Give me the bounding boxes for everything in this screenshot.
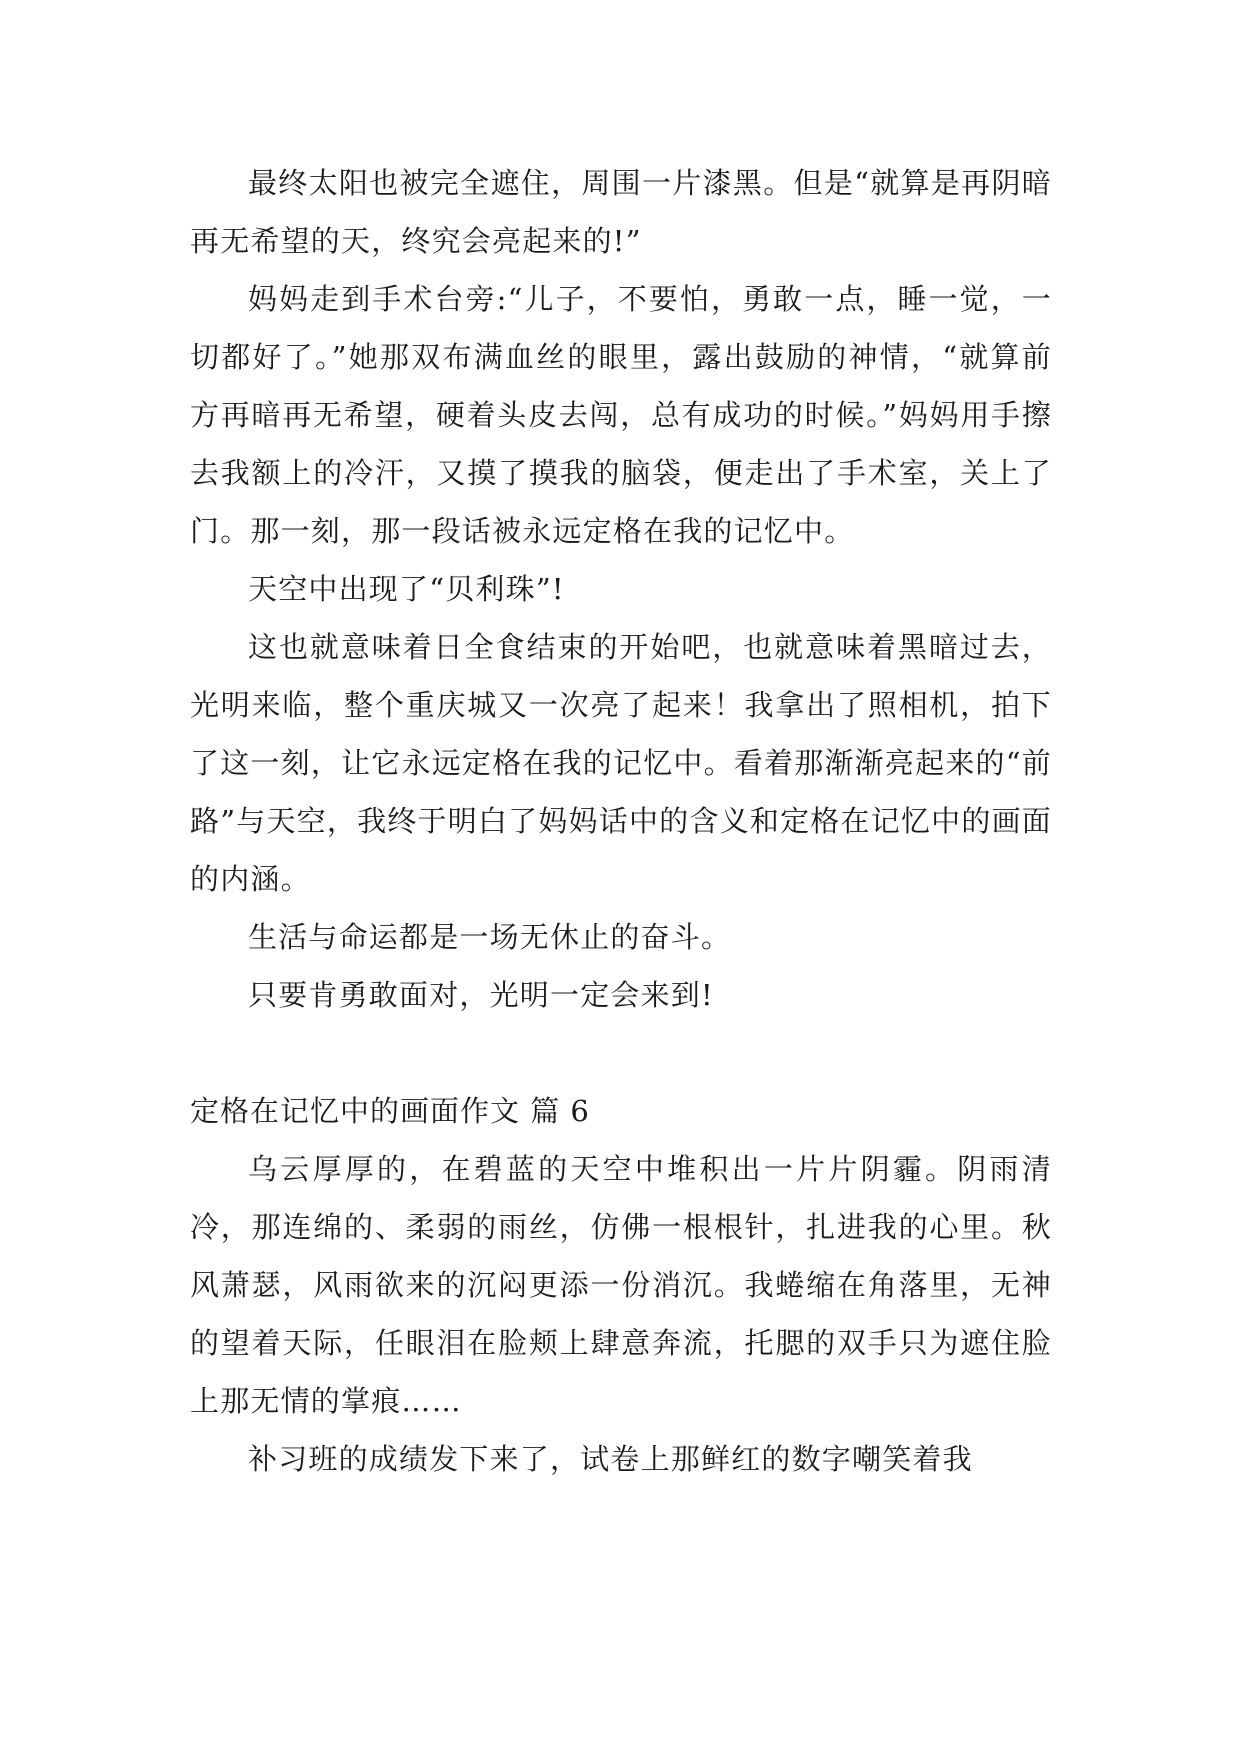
paragraph: 只要肯勇敢面对，光明一定会来到! [248, 978, 714, 1012]
paragraph: 补习班的成绩发下来了，试卷上那鲜红的数字嘲笑着我 [248, 1442, 973, 1476]
section-title: 定格在记忆中的画面作文 篇 6 [190, 1094, 590, 1128]
paragraph: 妈妈走到手术台旁:“儿子，不要怕，勇敢一点，睡一觉，一切都好了。”她那双布满血丝的眼里，露出鼓励的神情，“就算前方再暗再无希望，硬着头皮去闯，总有成功的时候。”妈妈用手擦去我额上的冷汗，又摸了摸我的脑袋，便走出了手术室，关上了门。那一刻，那一段话被永远定格在我的记忆中。 [190, 282, 1052, 548]
paragraph: 乌云厚厚的，在碧蓝的天空中堆积出一片片阴霾。阴雨清冷，那连绵的、柔弱的雨丝，仿佛一根根针，扎进我的心里。秋风萧瑟，风雨欲来的沉闷更添一份消沉。我蜷缩在角落里，无神的望着天际，任眼泪在脸颊上肆意奔流，托腮的双手只为遮住脸上那无情的掌痕…… [190, 1152, 1052, 1418]
section-spacer [190, 1024, 1052, 1082]
paragraph: 生活与命运都是一场无休止的奋斗。 [248, 920, 732, 954]
paragraph: 最终太阳也被完全遮住，周围一片漆黑。但是“就算是再阴暗再无希望的天，终究会亮起来的!” [190, 166, 1052, 258]
paragraph: 天空中出现了“贝利珠”! [248, 572, 565, 606]
paragraph: 这也就意味着日全食结束的开始吧，也就意味着黑暗过去，光明来临，整个重庆城又一次亮了起来！我拿出了照相机，拍下了这一刻，让它永远定格在我的记忆中。看着那渐渐亮起来的“前路”与天空，我终于明白了妈妈话中的含义和定格在记忆中的画面的内涵。 [190, 630, 1052, 896]
essay-body [190, 154, 1052, 1488]
